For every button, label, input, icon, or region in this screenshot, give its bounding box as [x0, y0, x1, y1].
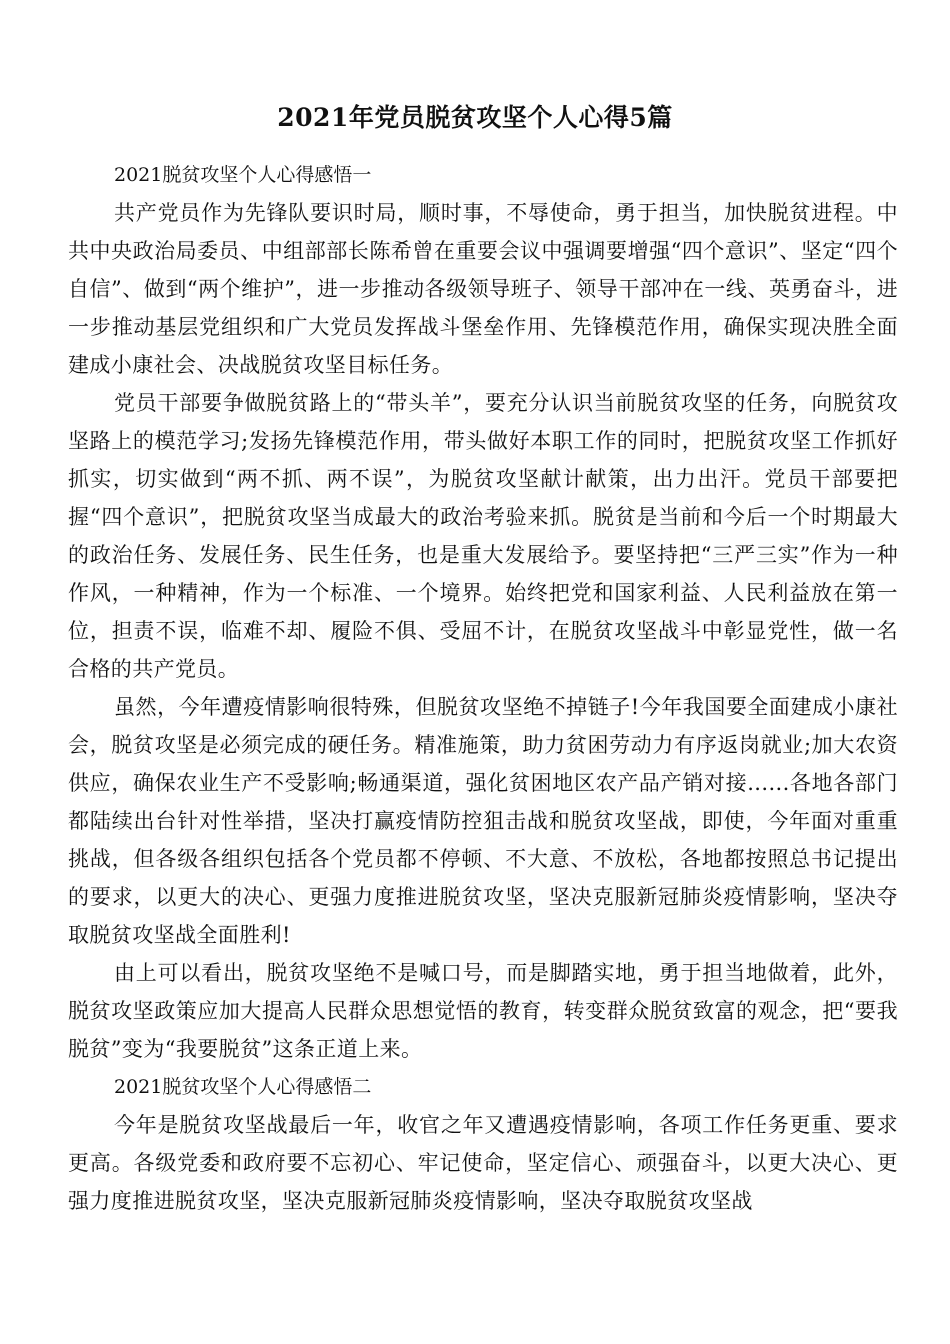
document-title: 2021年党员脱贫攻坚个人心得5篇	[277, 103, 673, 132]
section-heading-1: 2021脱贫攻坚个人心得感悟一	[114, 164, 372, 186]
paragraph-1-4: 由上可以看出，脱贫攻坚绝不是喊口号，而是脚踏实地，勇于担当地做着，此外，脱贫攻坚政策应加大提高人民群众思想觉悟的教育，转变群众脱贫致富的观念，把“要我脱贫”变为“我要脱贫”这条正道上来。	[68, 961, 898, 1061]
paragraph-1-2: 党员干部要争做脱贫路上的“带头羊”，要充分认识当前脱贫攻坚的任务，向脱贫攻坚路上的模范学习;发扬先锋模范作用，带头做好本职工作的同时，把脱贫攻坚工作抓好抓实，切实做到“两不抓、两不误”，为脱贫攻坚献计献策，出力出汗。党员干部要把握“四个意识”，把脱贫攻坚当成最大的政治考验来抓。脱贫是当前和今后一个时期最大的政治任务、发展任务、民生任务，也是重大发展给予。要坚持把“三严三实”作为一种作风，一种精神，作为一个标准、一个境界。始终把党和国家利益、人民利益放在第一位，担责不误，临难不却、履险不俱、受屈不计，在脱贫攻坚战斗中彰显党性，做一名合格的共产党员。	[68, 391, 898, 681]
document-body	[68, 156, 898, 1220]
section-heading-2: 2021脱贫攻坚个人心得感悟二	[114, 1076, 372, 1098]
paragraph-2-1: 今年是脱贫攻坚战最后一年，收官之年又遭遇疫情影响，各项工作任务更重、要求更高。各级党委和政府要不忘初心、牢记使命，坚定信心、顽强奋斗，以更大决心、更强力度推进脱贫攻坚，坚决克服新冠肺炎疫情影响，坚决夺取脱贫攻坚战	[68, 1113, 898, 1213]
paragraph-1-1: 共产党员作为先锋队要识时局，顺时事，不辱使命，勇于担当，加快脱贫进程。中共中央政治局委员、中组部部长陈希曾在重要会议中强调要增强“四个意识”、坚定“四个自信”、做到“两个维护”，进一步推动各级领导班子、领导干部冲在一线、英勇奋斗，进一步推动基层党组织和广大党员发挥战斗堡垒作用、先锋模范作用，确保实现决胜全面建成小康社会、决战脱贫攻坚目标任务。	[68, 201, 898, 377]
paragraph-1-3: 虽然，今年遭疫情影响很特殊，但脱贫攻坚绝不掉链子!今年我国要全面建成小康社会，脱贫攻坚是必须完成的硬任务。精准施策，助力贫困劳动力有序返岗就业;加大农资供应，确保农业生产不受影响;畅通渠道，强化贫困地区农产品产销对接......各地各部门都陆续出台针对性举措，坚决打赢疫情防控狙击战和脱贫攻坚战，即使，今年面对重重挑战，但各级各组织包括各个党员都不停顿、不大意、不放松，各地都按照总书记提出的要求，以更大的决心、更强力度推进脱贫攻坚，坚决克服新冠肺炎疫情影响，坚决夺取脱贫攻坚战全面胜利!	[68, 695, 898, 947]
